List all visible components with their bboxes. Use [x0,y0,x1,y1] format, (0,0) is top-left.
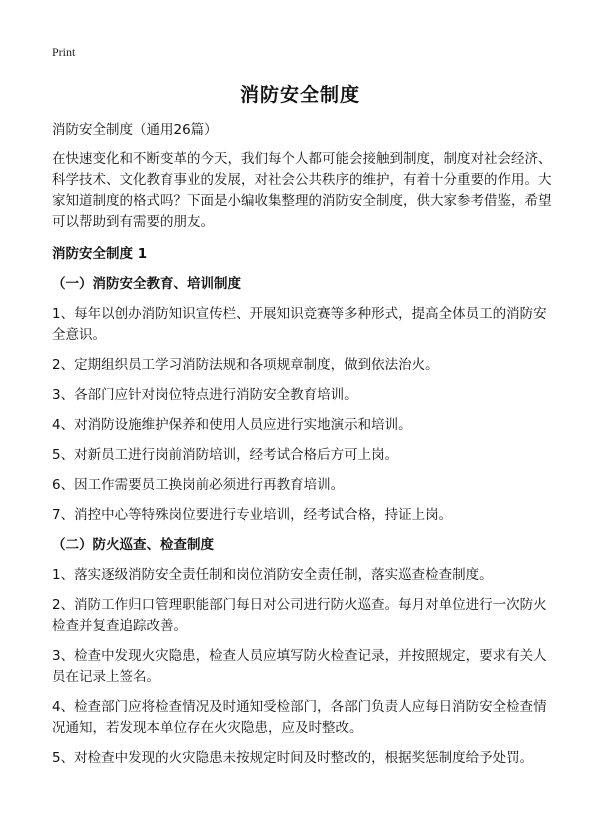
subsection-heading-training: （一）消防安全教育、培训制度 [52,276,241,292]
page-title: 消防安全制度 [239,84,360,106]
list-item: 4、对消防设施维护保养和使用人员应进行实地演示和培训。 [52,417,412,433]
list-item: 1、每年以创办消防知识宣传栏、开展知识竞赛等多种形式，提高全体员工的消防安全意识。 [52,306,547,343]
subsection-heading-inspection: （二）防火巡查、检查制度 [52,537,214,553]
list-item: 5、对新员工进行岗前消防培训，经考试合格后方可上岗。 [52,447,399,463]
list-item: 7、消控中心等特殊岗位要进行专业培训，经考试合格，持证上岗。 [52,507,453,523]
list-item: 2、定期组织员工学习消防法规和各项规章制度，做到依法治火。 [52,357,439,373]
list-item: 3、检查中发现火灾隐患，检查人员应填写防火检查记录，并按照规定，要求有关人员在记录上签名。 [52,648,547,685]
section-heading: 消防安全制度 1 [52,246,148,262]
print-link[interactable]: Print [52,45,76,59]
list-item: 5、对检查中发现的火灾隐患未按规定时间及时整改的，根据奖惩制度给予处罚。 [52,750,534,766]
list-item: 2、消防工作归口管理职能部门每日对公司进行防火巡查。每月对单位进行一次防火检查并复查追踪改善。 [52,597,547,634]
list-item: 4、检查部门应将检查情况及时通知受检部门，各部门负责人应每日消防安全检查情况通知，若发现本单位存在火灾隐患，应及时整改。 [52,699,547,736]
list-item: 3、各部门应针对岗位特点进行消防安全教育培训。 [52,387,358,403]
list-item: 1、落实逐级消防安全责任制和岗位消防安全责任制，落实巡查检查制度。 [52,567,493,583]
document-body [52,120,552,778]
list-item: 6、因工作需要员工换岗前必须进行再教育培训。 [52,477,345,493]
document-subtitle: 消防安全制度（通用26篇） [52,122,218,138]
intro-paragraph: 在快速变化和不断变革的今天，我们每个人都可能会接触到制度，制度对社会经济、科学技术、文化教育事业的发展，对社会公共秩序的维护，有着十分重要的作用。大家知道制度的格式吗？下面是小编收集整理的消防安全制度，供大家参考借鉴，希望可以帮助到有需要的朋友。 [52,151,552,230]
